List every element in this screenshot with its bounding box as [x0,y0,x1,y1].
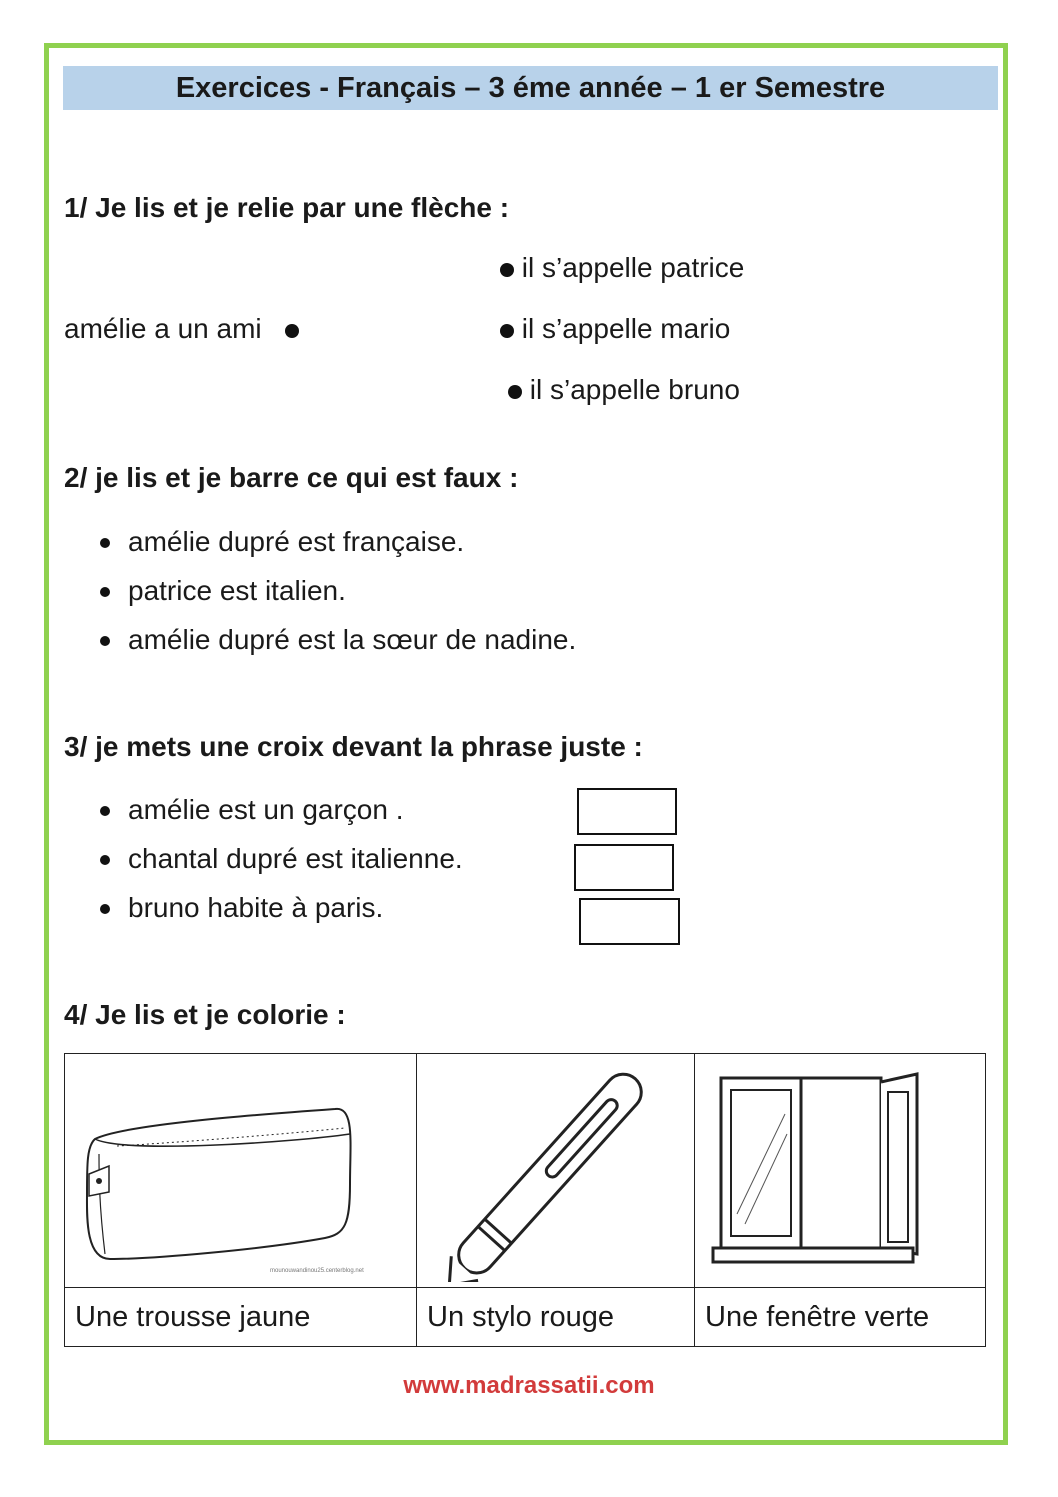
coloring-table [64,1053,986,1347]
match-dot[interactable] [285,324,299,338]
pen-cell[interactable] [417,1054,695,1288]
window-cell[interactable] [695,1054,986,1288]
match-right-item-1[interactable] [500,252,744,284]
window-icon [695,1054,985,1282]
answer-checkbox-3[interactable] [579,898,680,945]
match-right-label: il s’appelle bruno [529,374,740,405]
match-right-label: il s’appelle patrice [521,252,745,283]
match-left-label: amélie a un ami [64,313,262,344]
list-item: amélie est un garçon . [100,793,463,842]
pencil-case-cell[interactable] [65,1054,417,1288]
match-right-item-3[interactable] [508,374,740,406]
list-item[interactable]: amélie dupré est la sœur de nadine. [100,623,576,672]
question-3-title: 3/ je mets une croix devant la phrase juste : [64,731,643,762]
image-caption: mounouwandinou25.centerblog.net [270,1268,364,1274]
question-2-title: 2/ je lis et je barre ce qui est faux : [64,462,519,493]
list-item[interactable]: patrice est italien. [100,574,576,623]
match-dot[interactable] [508,385,522,399]
site-link[interactable]: www.madrassatii.com [403,1372,655,1399]
match-right-label: il s’appelle mario [521,313,731,344]
match-dot[interactable] [500,263,514,277]
list-item: chantal dupré est italienne. [100,842,463,891]
question-4-title: 4/ Je lis et je colorie : [64,999,346,1030]
page-header [63,66,998,110]
question-3-list [100,793,463,940]
match-right-item-2[interactable] [500,313,730,345]
list-item[interactable]: amélie dupré est française. [100,525,576,574]
question-1-title: 1/ Je lis et je relie par une flèche : [64,192,510,223]
window-label: Une fenêtre verte [695,1288,986,1347]
pen-icon [417,1054,694,1282]
answer-checkbox-1[interactable] [577,788,677,835]
list-item: bruno habite à paris. [100,891,463,940]
answer-checkbox-2[interactable] [574,844,674,891]
match-left-item[interactable] [64,313,299,345]
match-dot[interactable] [500,324,514,338]
pencil-case-label: Une trousse jaune [65,1288,417,1347]
pen-label: Un stylo rouge [417,1288,695,1347]
question-2-list [100,525,576,672]
pencil-case-icon [65,1054,416,1282]
page-title: Exercices - Français – 3 éme année – 1 er Semestre [175,72,886,104]
